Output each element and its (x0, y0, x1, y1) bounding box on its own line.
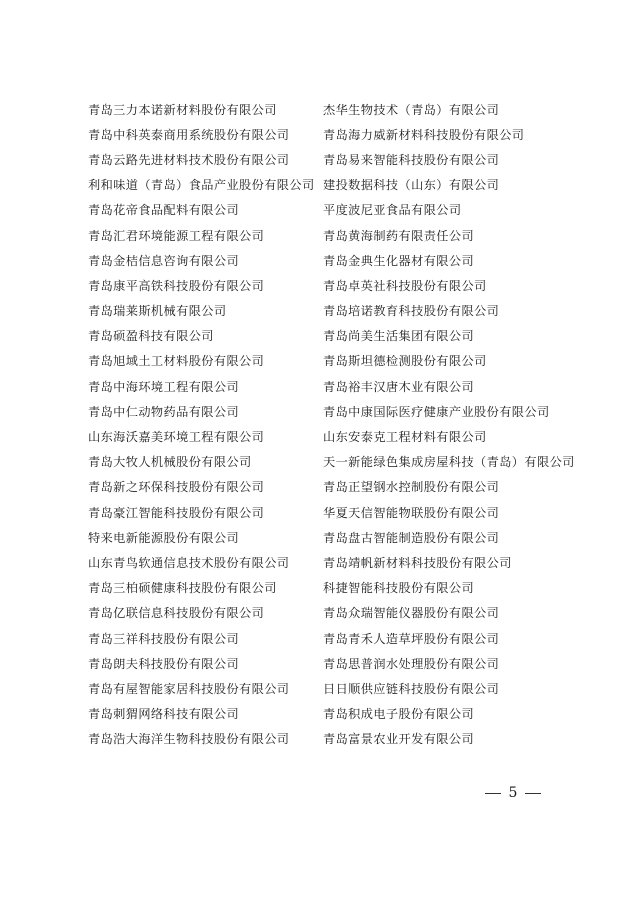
company-name-left: 青岛旭域土工材料股份有限公司 (88, 354, 265, 369)
company-name-right: 青岛青禾人造草坪股份有限公司 (323, 631, 500, 646)
company-name-left: 山东青鸟软通信息技术股份有限公司 (88, 555, 290, 570)
company-name-right: 青岛海力威新材料科技股份有限公司 (323, 127, 525, 142)
dash-right (525, 793, 541, 794)
company-row (88, 727, 568, 752)
company-name-right: 山东安泰克工程材料有限公司 (323, 430, 487, 445)
company-row (88, 601, 568, 626)
company-name-left: 青岛朗夫科技股份有限公司 (88, 656, 240, 671)
company-row (88, 475, 568, 500)
company-name-left: 青岛中海环境工程有限公司 (88, 379, 240, 394)
company-name-right: 平度波尼亚食品有限公司 (323, 203, 462, 218)
page-number (468, 785, 558, 801)
company-name-left: 山东海沃嘉美环境工程有限公司 (88, 430, 265, 445)
dash-left (485, 793, 501, 794)
company-row (88, 349, 568, 374)
company-row (88, 324, 568, 349)
company-name-right: 天一新能绿色集成房屋科技（青岛）有限公司 (323, 455, 575, 470)
company-name-right: 青岛裕丰汉唐木业有限公司 (323, 379, 475, 394)
company-list (88, 97, 575, 752)
company-name-left: 青岛瑞莱斯机械有限公司 (88, 304, 227, 319)
company-name-left: 青岛豪江智能科技股份有限公司 (88, 505, 265, 520)
company-row (88, 173, 568, 198)
company-name-right: 青岛卓英社科技股份有限公司 (323, 278, 487, 293)
company-name-left: 青岛汇君环境能源工程有限公司 (88, 228, 265, 243)
company-name-right: 青岛富景农业开发有限公司 (323, 732, 475, 747)
company-name-left: 青岛花帝食品配料有限公司 (88, 203, 240, 218)
company-name-right: 青岛靖帆新材料科技股份有限公司 (323, 555, 512, 570)
company-row (88, 450, 575, 475)
company-name-right: 青岛思普润水处理股份有限公司 (323, 656, 500, 671)
company-row (88, 500, 568, 525)
company-name-right: 青岛斯坦德检测股份有限公司 (323, 354, 487, 369)
company-row (88, 676, 568, 701)
company-name-left: 青岛硕盈科技有限公司 (88, 329, 214, 344)
company-name-left: 青岛三柏硕健康科技股份有限公司 (88, 581, 277, 596)
company-name-left: 青岛新之环保科技股份有限公司 (88, 480, 265, 495)
company-row (88, 525, 568, 550)
company-name-left: 青岛三力本诺新材料股份有限公司 (88, 102, 277, 117)
company-row (88, 550, 568, 575)
company-name-right: 日日顺供应链科技股份有限公司 (323, 681, 500, 696)
page-number-text: 5 (508, 785, 518, 801)
company-name-left: 青岛有屋智能家居科技股份有限公司 (88, 681, 290, 696)
company-row (88, 576, 568, 601)
company-row (88, 651, 568, 676)
company-name-left: 青岛三祥科技股份有限公司 (88, 631, 240, 646)
company-row (88, 424, 568, 449)
company-name-left: 青岛中仁动物药品有限公司 (88, 404, 240, 419)
company-name-right: 青岛尚美生活集团有限公司 (323, 329, 475, 344)
company-name-left: 特来电新能源股份有限公司 (88, 530, 240, 545)
company-name-left: 青岛大牧人机械股份有限公司 (88, 455, 252, 470)
company-row (88, 147, 568, 172)
company-name-right: 青岛正望钢水控制股份有限公司 (323, 480, 500, 495)
company-name-left: 青岛刺猬网络科技有限公司 (88, 707, 240, 722)
company-name-right: 青岛盘古智能制造股份有限公司 (323, 530, 500, 545)
company-row (88, 122, 568, 147)
company-name-left: 青岛康平高铁科技股份有限公司 (88, 278, 265, 293)
company-name-right: 青岛易来智能科技股份有限公司 (323, 152, 500, 167)
company-row (88, 273, 568, 298)
company-row (88, 198, 568, 223)
company-name-right: 青岛众瑞智能仪器股份有限公司 (323, 606, 500, 621)
company-name-right: 华夏天信智能物联股份有限公司 (323, 505, 500, 520)
company-name-right: 青岛金典生化器材有限公司 (323, 253, 475, 268)
company-row (88, 702, 568, 727)
company-name-right: 青岛黄海制药有限责任公司 (323, 228, 475, 243)
company-name-right: 青岛积成电子股份有限公司 (323, 707, 475, 722)
company-row (88, 626, 568, 651)
company-name-left: 青岛云路先进材料技术股份有限公司 (88, 152, 290, 167)
company-name-left: 利和味道（青岛）食品产业股份有限公司 (88, 178, 315, 193)
company-name-right: 青岛中康国际医疗健康产业股份有限公司 (323, 404, 550, 419)
company-row (88, 248, 568, 273)
company-row (88, 299, 568, 324)
company-name-right: 建投数据科技（山东）有限公司 (323, 178, 500, 193)
company-name-left: 青岛金桔信息咨询有限公司 (88, 253, 240, 268)
company-row (88, 399, 568, 424)
company-row (88, 97, 568, 122)
company-name-left: 青岛中科英泰商用系统股份有限公司 (88, 127, 290, 142)
company-name-right: 科捷智能科技股份有限公司 (323, 581, 475, 596)
company-row (88, 223, 568, 248)
company-name-left: 青岛亿联信息科技股份有限公司 (88, 606, 265, 621)
company-name-left: 青岛浩大海洋生物科技股份有限公司 (88, 732, 290, 747)
company-name-right: 杰华生物技术（青岛）有限公司 (323, 102, 500, 117)
company-row (88, 374, 568, 399)
company-name-right: 青岛培诺教育科技股份有限公司 (323, 304, 500, 319)
